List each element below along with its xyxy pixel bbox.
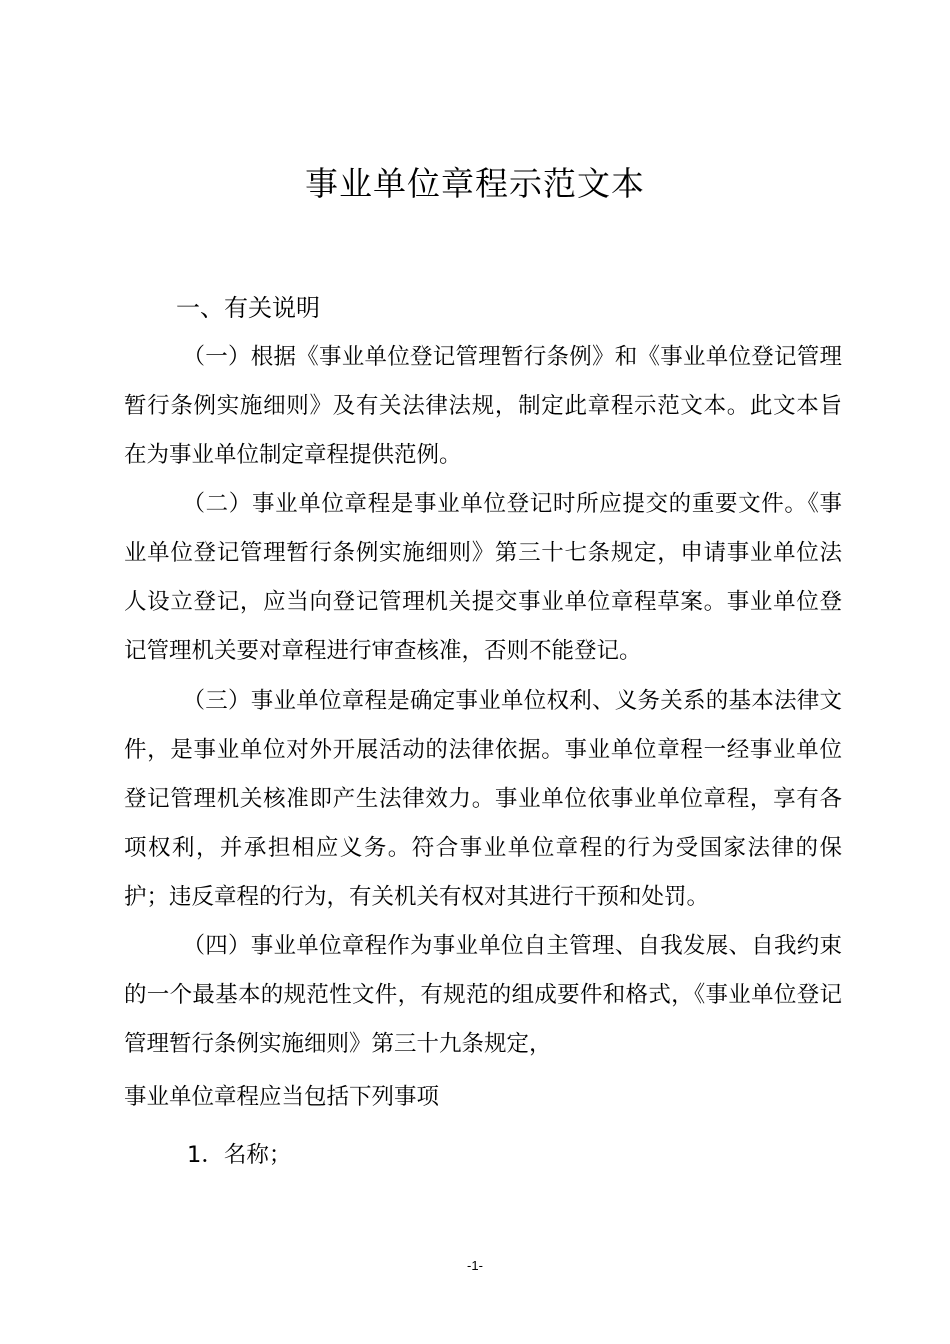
paragraph-2: （二）事业单位章程是事业单位登记时所应提交的重要文件。《事业单位登记管理暂行条例实施细则》第三十七条规定，申请事业单位法人设立登记，应当向登记管理机关提交事业单位章程草案。事业单位登记管理机关要对章程进行审查核准，否则不能登记。 (124, 491, 842, 664)
page-number: -1- (467, 1258, 483, 1273)
paragraph-4: （四）事业单位章程作为事业单位自主管理、自我发展、自我约束的一个最基本的规范性文件，有规范的组成要件和格式，《事业单位登记管理暂行条例实施细则》第三十九条规定， (124, 933, 842, 1057)
paragraph-3: （三）事业单位章程是确定事业单位权利、义务关系的基本法律文件，是事业单位对外开展活动的法律依据。事业单位章程一经事业单位登记管理机关核准即产生法律效力。事业单位依事业单位章程，享有各项权利，并承担相应义务。符合事业单位章程的行为受国家法律的保护；违反章程的行为，有关机关有权对其进行干预和处罚。 (124, 688, 842, 910)
document-title: 事业单位章程示范文本 (305, 164, 645, 203)
items-intro-line: 事业单位章程应当包括下列事项 (124, 1084, 440, 1110)
list-item: 1．名称； (187, 1142, 292, 1168)
paragraph-1: （一）根据《事业单位登记管理暂行条例》和《事业单位登记管理暂行条例实施细则》及有关法律法规，制定此章程示范文本。此文本旨在为事业单位制定章程提供范例。 (124, 344, 842, 468)
section-heading: 一、有关说明 (176, 294, 320, 322)
